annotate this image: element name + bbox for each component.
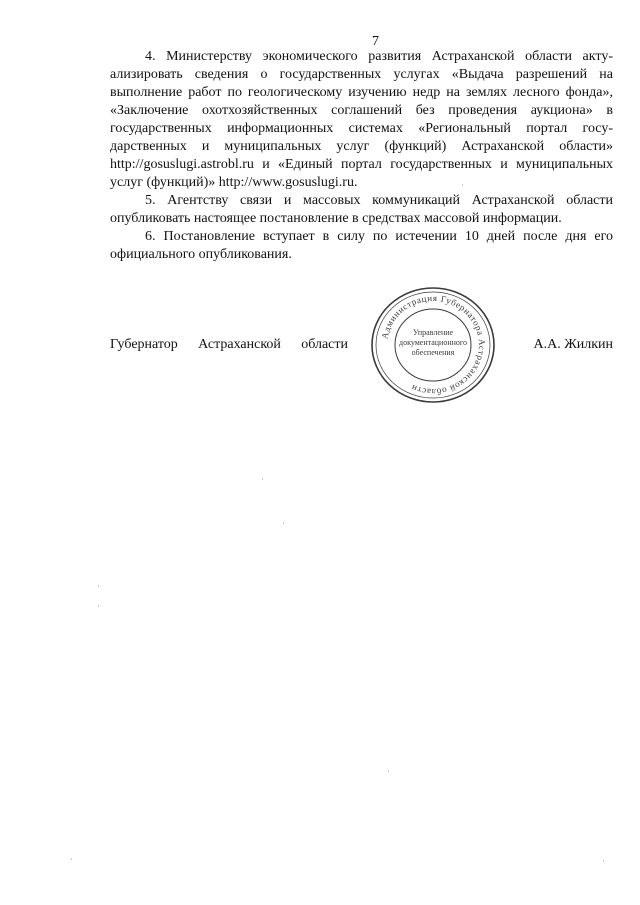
page-number: 7 bbox=[372, 34, 379, 49]
scan-speck bbox=[262, 478, 263, 480]
paragraph-6: 6. Постановление вступает в силу по истечении 10 дней после дня его официального опубликования. bbox=[110, 229, 613, 262]
seal-graphic bbox=[367, 285, 499, 405]
scan-speck bbox=[462, 184, 463, 186]
scan-speck bbox=[98, 585, 99, 587]
document-body bbox=[110, 48, 613, 264]
scan-speck bbox=[283, 522, 284, 524]
scan-speck bbox=[388, 770, 389, 772]
scan-speck bbox=[98, 605, 99, 607]
paragraph-5: 5. Агентству связи и массовых коммуникаций Астраханской области опубликовать настоящее постановление в средствах массовой информации. bbox=[110, 193, 613, 226]
seal-center-line-1: Управление bbox=[412, 328, 454, 337]
scan-speck bbox=[603, 860, 604, 862]
seal-ring-text: Администрация Губернатора Астраханской области bbox=[379, 292, 488, 398]
seal-center-line-2: документационного bbox=[399, 338, 467, 347]
seal-center-line-3: обеспечения bbox=[411, 348, 455, 357]
signatory-position: Губернатор Астраханской области bbox=[110, 337, 348, 352]
signatory-name: А.А. Жилкин bbox=[533, 337, 613, 352]
scan-speck bbox=[71, 858, 72, 860]
signature-block bbox=[110, 337, 613, 357]
paragraph-4: 4. Министерству экономического развития Астраханской области актуализировать сведения о государственных услугах «Выдача разрешений на выполнение работ по геологическому изучению недр на землях лесного фонда», «Заключение охотхозяйственных соглашений без проведения аукциона» в государственных информационных системах «Региональный портал государственных и муниципальных услуг (функций) Астраханской области» http://gosuslugi.astrobl.ru и «Единый портал государственных и муниципальных услуг (функций)» http://www.gosuslugi.ru. bbox=[110, 49, 613, 190]
official-seal-stamp bbox=[367, 285, 499, 405]
